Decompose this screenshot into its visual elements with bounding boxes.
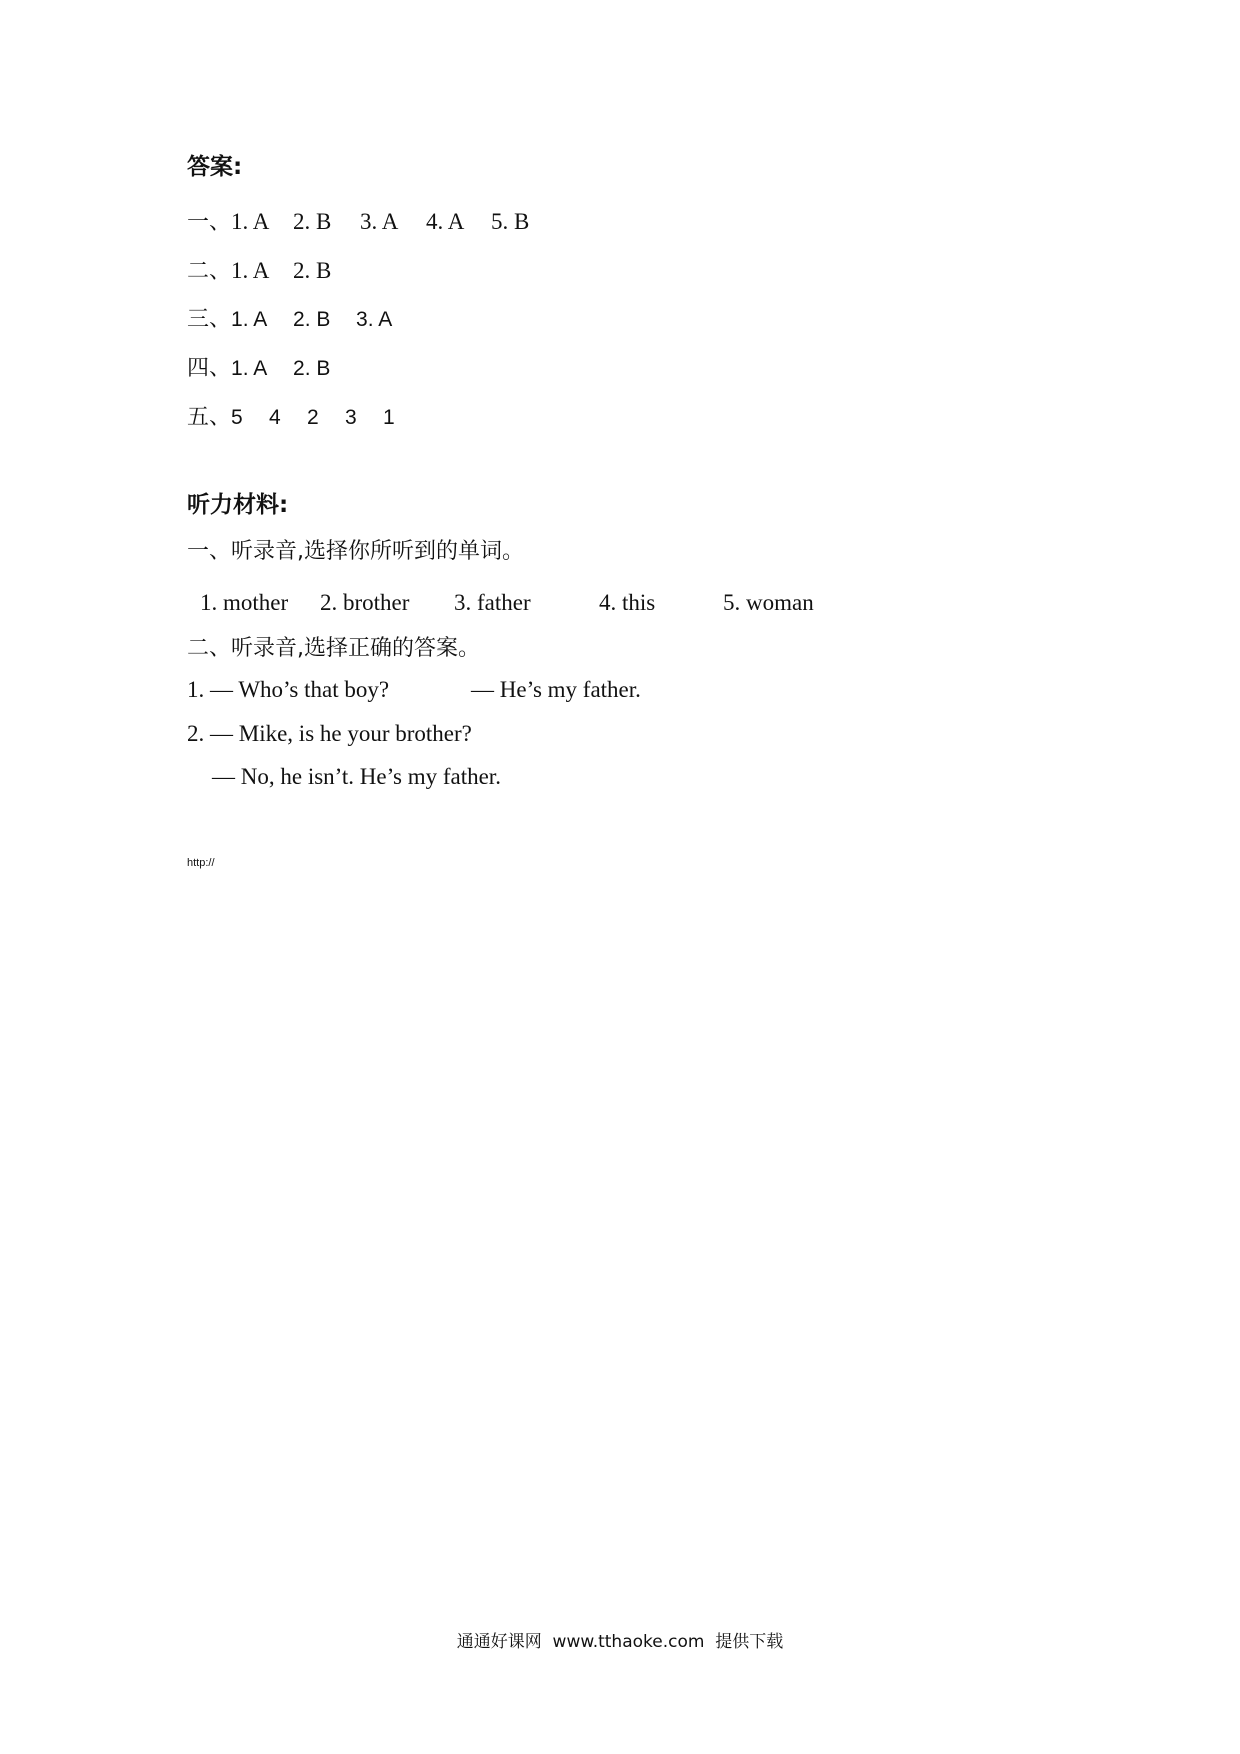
answer-item: 5. B <box>491 209 530 234</box>
answer-row-label: 四、 <box>187 356 232 381</box>
answer-item: 1. A <box>231 357 268 380</box>
answer-row-5 <box>187 400 395 431</box>
q1-question: 1. — Who’s that boy? <box>187 677 390 702</box>
answers-heading: 答案: <box>187 154 243 180</box>
listening-heading: 听力材料: <box>187 492 289 518</box>
answer-item: 2. B <box>293 209 332 234</box>
word-item: 1. mother <box>200 590 289 615</box>
word-item: 4. this <box>599 590 656 615</box>
answer-item: 4. A <box>426 209 465 234</box>
word-item: 2. brother <box>320 590 410 615</box>
url-stub: http:// <box>187 857 215 869</box>
word-list <box>200 590 814 616</box>
answer-row-2 <box>187 254 331 285</box>
footer-credit: 通通好课网 www.tthaoke.com 提供下载 <box>456 1632 784 1652</box>
q1-answer: — He’s my father. <box>471 677 641 702</box>
answer-item: 2. B <box>293 258 332 283</box>
answer-row-label: 二、 <box>187 259 232 284</box>
answer-item: 1. A <box>231 308 268 331</box>
answer-item: 1. A <box>231 258 270 283</box>
answer-item: 2. B <box>293 308 331 331</box>
answer-row-label: 五、 <box>187 405 232 430</box>
section1-title: 一、听录音,选择你所听到的单词。 <box>187 539 524 564</box>
answer-item: 4 <box>269 406 281 429</box>
answer-item: 2. B <box>293 357 331 380</box>
word-item: 5. woman <box>723 590 814 615</box>
answer-row-label: 三、 <box>187 307 232 332</box>
answer-item: 1 <box>383 406 395 429</box>
answer-item: 3. A <box>356 308 393 331</box>
word-item: 3. father <box>454 590 531 615</box>
answer-row-label: 一、 <box>187 210 232 235</box>
answer-row-1 <box>187 205 529 236</box>
answer-item: 5 <box>231 406 243 429</box>
answer-item: 2 <box>307 406 319 429</box>
section2-title: 二、听录音,选择正确的答案。 <box>187 636 480 661</box>
answer-row-3 <box>187 302 392 333</box>
answer-item: 1. A <box>231 209 270 234</box>
q2-question: 2. — Mike, is he your brother? <box>187 721 472 746</box>
answer-item: 3 <box>345 406 357 429</box>
q2-answer: — No, he isn’t. He’s my father. <box>212 764 501 789</box>
answer-row-4 <box>187 351 330 382</box>
answer-item: 3. A <box>360 209 399 234</box>
